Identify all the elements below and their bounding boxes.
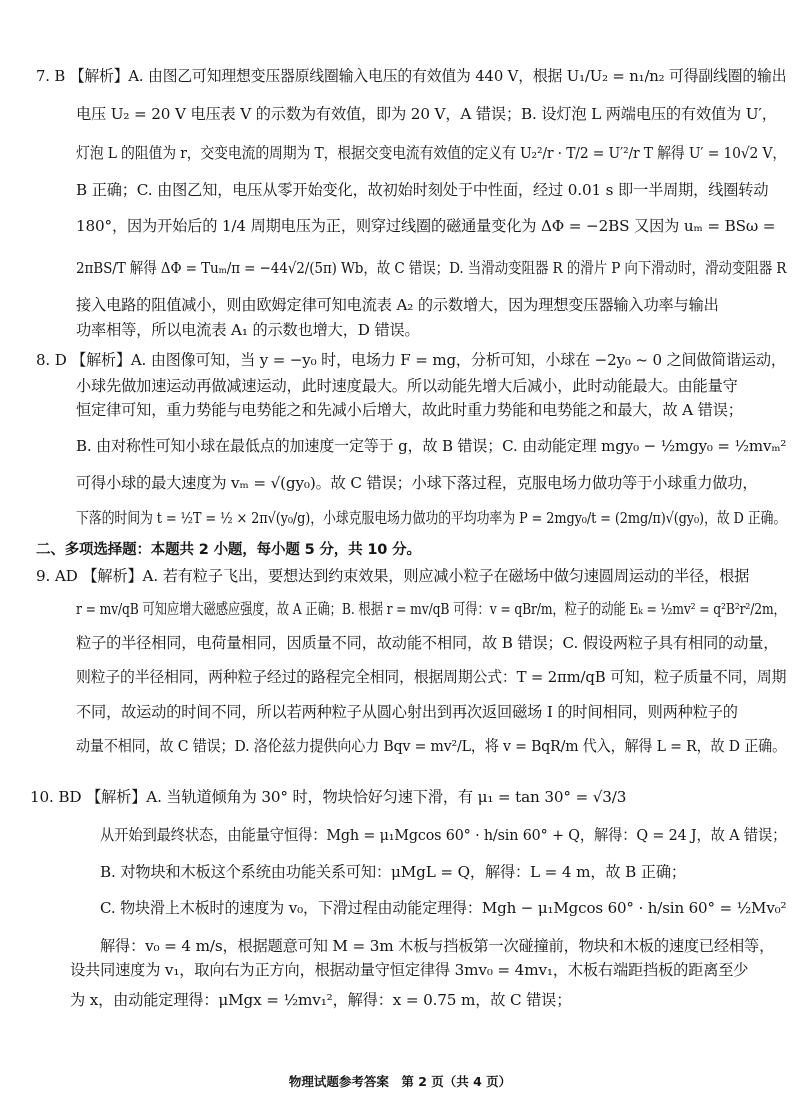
- text-line: B. 由对称性可知小球在最低点的加速度一定等于 g，故 B 错误；C. 由动能定理 mgy₀ − ½mgy₀ = ½mvₘ²: [76, 437, 787, 455]
- text-line: 为 x，由动能定理得：μMgx = ½mv₁²，解得：x = 0.75 m，故 C 错误；: [70, 991, 572, 1009]
- text-line: 小球先做加速运动再做减速运动，此时速度最大。所以动能先增大后减小，此时动能最大。由能量守: [76, 377, 738, 395]
- page-footer: 物理试题参考答案 第 2 页（共 4 页）: [288, 1074, 512, 1089]
- text-line: 10. BD 【解析】A. 当轨道倾角为 30° 时，物块恰好匀速下滑，有 μ₁ = tan 30° = √3/3: [30, 788, 627, 806]
- text-line: 7. B 【解析】A. 由图乙可知理想变压器原线圈输入电压的有效值为 440 V，根据 U₁/U₂ = n₁/n₂ 可得副线圈的输出: [36, 67, 787, 85]
- text-line: 恒定律可知，重力势能与电势能之和先减小后增大，故此时重力势能和电势能之和最大，故 A 错误；: [76, 401, 743, 419]
- text-line: 8. D 【解析】A. 由图像可知，当 y = −y₀ 时，电场力 F = mg，分析可知，小球在 −2y₀ ~ 0 之间做简谐运动，: [36, 351, 786, 369]
- text-line: r = mv/qB 可知应增大磁感应强度，故 A 正确；B. 根据 r = mv/qB 可得：v = qBr/m，粒子的动能 Eₖ = ½mv² = q²B²r²/2m，: [76, 600, 786, 618]
- text-line: 设共同速度为 v₁，取向右为正方向，根据动量守恒定律得 3mv₀ = 4mv₁，木板右端距挡板的距离至少: [70, 961, 749, 979]
- section-heading: 二、多项选择题：本题共 2 小题，每小题 5 分，共 10 分。: [36, 542, 421, 558]
- text-line: 粒子的半径相同，电荷量相同，因质量不同，故动能不相同，故 B 错误；C. 假设两粒子具有相同的动量，: [76, 634, 779, 652]
- text-line: B 正确；C. 由图乙知，电压从零开始变化，故初始时刻处于中性面，经过 0.01 s 即一半周期，线圈转动: [76, 181, 769, 199]
- text-line: 功率相等，所以电流表 A₁ 的示数也增大，D 错误。: [76, 321, 420, 339]
- text-line: 灯泡 L 的阻值为 r，交变电流的周期为 T，根据交变电流有效值的定义有 U₂²/r · T/2 = U′²/r T 解得 U′ = 10√2 V，: [76, 144, 787, 162]
- text-line: 接入电路的阻值减小，则由欧姆定律可知电流表 A₂ 的示数增大，因为理想变压器输入功率与输出: [76, 296, 719, 314]
- text-line: 解得：v₀ = 4 m/s，根据题意可知 M = 3m 木板与挡板第一次碰撞前，物块和木板的速度已经相等，: [100, 937, 775, 955]
- text-line: B. 对物块和木板这个系统由功能关系可知：μMgL = Q，解得：L = 4 m，故 B 正确；: [100, 863, 686, 881]
- text-line: 从开始到最终状态，由能量守恒得：Mgh = μ₁Mgcos 60° · h/sin 60° + Q，解得：Q = 24 J，故 A 错误；: [100, 826, 787, 844]
- text-line: 动量不相同，故 C 错误；D. 洛伦兹力提供向心力 Bqv = mv²/L，将 v = BqR/m 代入，解得 L = R，故 D 正确。: [76, 737, 787, 755]
- text-line: 180°，因为开始后的 1/4 周期电压为正，则穿过线圈的磁通量变化为 ΔΦ = −2BS 又因为 uₘ = BSω =: [76, 217, 776, 235]
- text-line: 9. AD 【解析】A. 若有粒子飞出，要想达到约束效果，则应减小粒子在磁场中做匀速圆周运动的半径，根据: [36, 567, 750, 585]
- text-line: 不同，故运动的时间不同，所以若两种粒子从圆心射出到再次返回磁场 Ⅰ 的时间相同，则两种粒子的: [76, 703, 738, 721]
- text-line: 可得小球的最大速度为 vₘ = √(gy₀)。故 C 错误；小球下落过程，克服电场力做功等于小球重力做功，: [76, 474, 758, 492]
- text-line: 下落的时间为 t = ½T = ½ × 2π√(y₀/g)，小球克服电场力做功的平均功率为 P = 2mgy₀/t = (2mg/π)√(gy₀)，故 D 正确。: [76, 509, 787, 527]
- text-line: 电压 U₂ = 20 V 电压表 V 的示数为有效值，即为 20 V，A 错误；B. 设灯泡 L 两端电压的有效值为 U′，: [76, 105, 777, 123]
- text-line: 2πBS/T 解得 ΔΦ = Tuₘ/π = −44√2/(5π) Wb，故 C 错误；D. 当滑动变阻器 R 的滑片 P 向下滑动时，滑动变阻器 R: [76, 259, 787, 277]
- text-line: C. 物块滑上木板时的速度为 v₀，下滑过程由动能定理得：Mgh − μ₁Mgcos 60° · h/sin 60° = ½Mv₀²: [100, 899, 787, 917]
- text-line: 则粒子的半径相同，两种粒子经过的路程完全相同，根据周期公式：T = 2πm/qB 可知，粒子质量不同，周期: [76, 668, 787, 686]
